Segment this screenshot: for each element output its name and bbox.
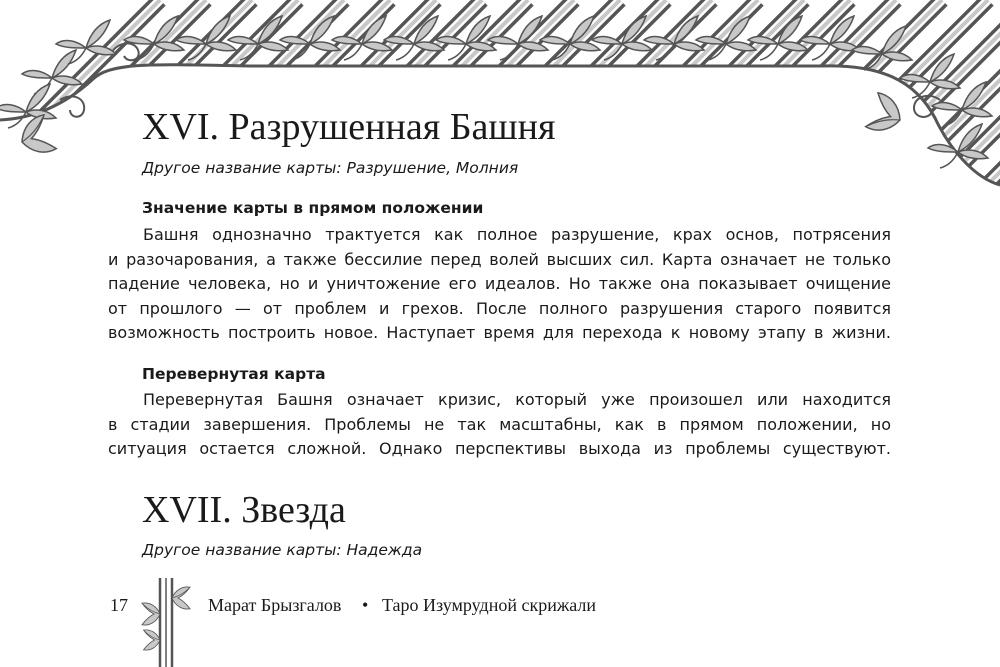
text-line: падение человека, но и уничтожение его идеалов. Но также она показывает очищение xyxy=(108,274,891,294)
text-line: ситуация остается сложной. Однако перспективы выхода из проблемы существуют. xyxy=(108,439,891,459)
text-line: Перевернутая Башня означает кризис, который уже произошел или находится xyxy=(143,390,891,409)
text-line: от прошлого — от проблем и грехов. После полного разрушения старого появится xyxy=(108,298,891,318)
reversed-meaning-paragraph xyxy=(108,388,891,462)
card-alt-name-tower: Другое название карты: Разрушение, Молния xyxy=(142,159,519,177)
text-line: возможность построить новое. Наступает время для перехода к новому этапу в жизни. xyxy=(108,323,891,343)
footer-book-title: Таро Изумрудной скрижали xyxy=(382,595,597,615)
upright-meaning-heading: Значение карты в прямом положении xyxy=(142,199,484,217)
footer-author: Марат Брызгалов xyxy=(208,595,342,615)
card-title-star: XVII. Звезда xyxy=(142,489,346,531)
card-title-tower: XVI. Разрушенная Башня xyxy=(142,106,556,148)
reversed-meaning-heading: Перевернутая карта xyxy=(142,365,326,383)
text-line: и разочарования, а также бессилие перед волей высших сил. Карта означает не только xyxy=(108,249,891,269)
text-line: в стадии завершения. Проблемы не так масштабны, как в прямом положении, но xyxy=(108,414,891,434)
footer-separator: • xyxy=(362,595,369,615)
text-line: Башня однозначно трактуется как полное разрушение, крах основ, потрясения xyxy=(143,225,891,244)
card-alt-name-star: Другое название карты: Надежда xyxy=(142,541,423,559)
upright-meaning-paragraph xyxy=(108,223,891,346)
page-number: 17 xyxy=(110,595,128,615)
